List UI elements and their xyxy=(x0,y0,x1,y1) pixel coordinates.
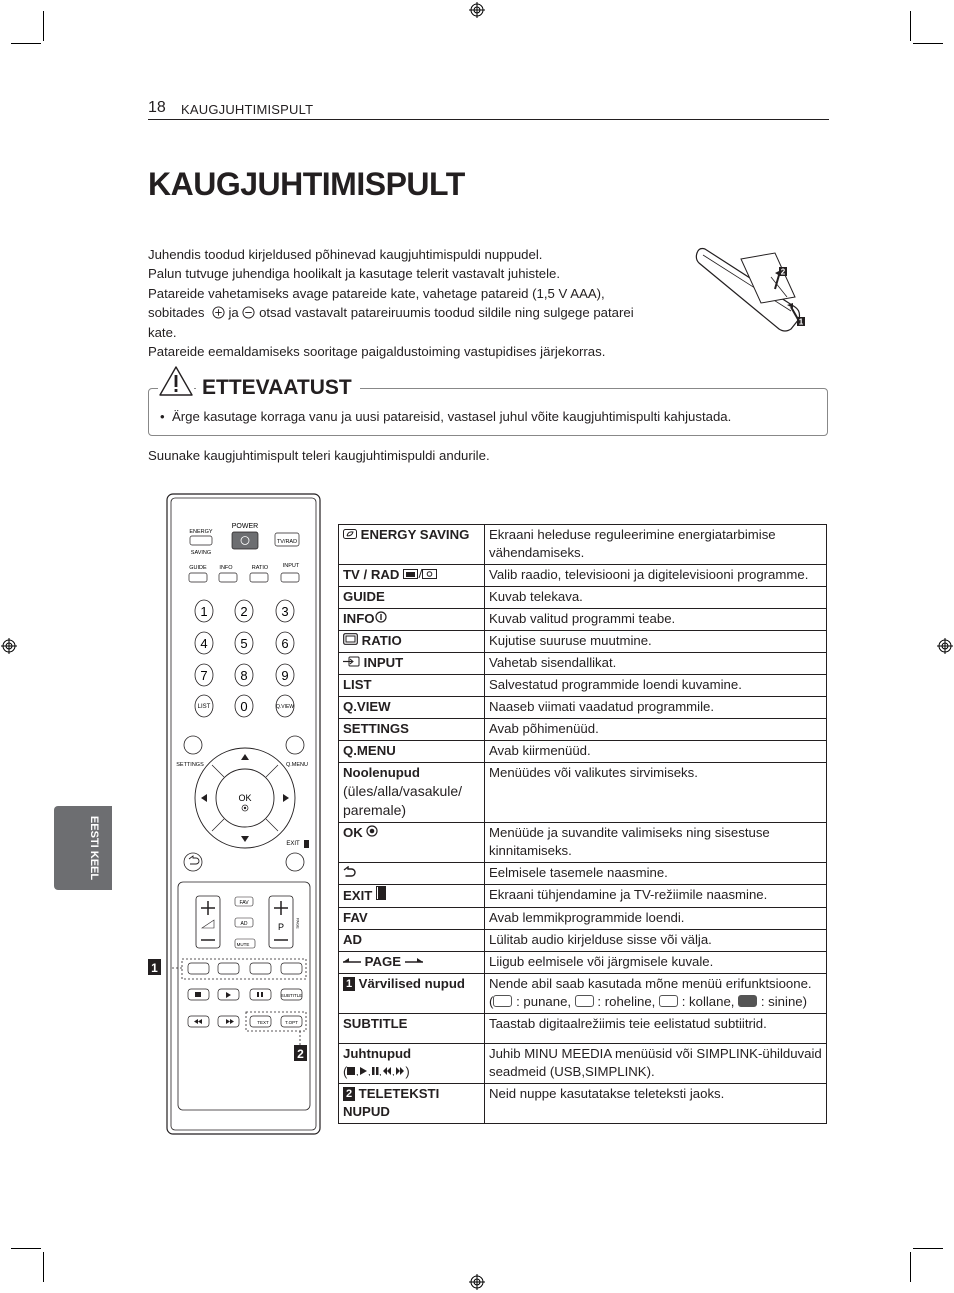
table-key-cell xyxy=(339,763,485,823)
table-key-cell xyxy=(339,565,485,587)
table-row xyxy=(339,885,827,908)
table-row xyxy=(339,587,827,609)
table-value: Avab kiirmenüüd. xyxy=(485,741,827,763)
energy-saving-key xyxy=(190,536,212,545)
callout-badge: 1 xyxy=(343,977,355,991)
table-row xyxy=(339,697,827,719)
page-down-icon xyxy=(405,958,423,966)
remote-label-tvrad: TV/RAD xyxy=(276,539,298,545)
table-value: Kujutise suuruse muutmine. xyxy=(485,631,827,653)
table-key: TV / RAD xyxy=(343,567,400,582)
table-row xyxy=(339,525,827,565)
table-key: ENERGY SAVING xyxy=(360,527,470,542)
tv-radio-icon xyxy=(403,568,437,579)
callout-badge: 2 xyxy=(343,1087,355,1101)
table-value: Ekraani heleduse reguleerimine energiatarbimise vähendamiseks. xyxy=(485,525,827,565)
table-row xyxy=(339,631,827,653)
crop-mark xyxy=(11,1248,41,1249)
table-value: Nende abil saab kasutada mõne menüü erifunktsioone. xyxy=(489,976,812,991)
table-row xyxy=(339,565,827,587)
table-key: INFO xyxy=(343,611,375,626)
table-value: Juhib MINU MEEDIA menüüsid või SIMPLINK-ühilduvaid seadmeid (USB,SIMPLINK). xyxy=(485,1044,827,1084)
table-value: Ekraani tühjendamine ja TV-režiimile naasmine. xyxy=(485,885,827,908)
ratio-key xyxy=(250,573,268,582)
qview-key-label: Q.VIEW xyxy=(275,704,295,710)
remote-label-subtitle: SUBTITLE xyxy=(280,993,303,998)
remote-label-qmenu: Q.MENU xyxy=(286,762,308,768)
ok-icon xyxy=(366,825,378,837)
table-key: OK xyxy=(343,825,363,840)
yellow-key xyxy=(250,963,271,974)
table-row xyxy=(339,908,827,930)
table-key: SETTINGS xyxy=(339,719,485,741)
intro-fragment: otsad vastavalt patareiruumis toodud sildile ning sulgege patarei xyxy=(259,305,634,321)
red-key xyxy=(188,963,209,974)
remote-label-guide: GUIDE xyxy=(189,565,207,571)
digit-key-label: 0 xyxy=(240,699,248,714)
table-key: Q.MENU xyxy=(339,741,485,763)
table-row xyxy=(339,1084,827,1124)
digit-key-label: 1 xyxy=(200,604,208,619)
language-tab-label: EESTI KEEL xyxy=(88,815,100,881)
table-key: Juhtnupud xyxy=(343,1046,412,1061)
exit-key xyxy=(286,853,304,871)
callout-number: 1 xyxy=(151,961,158,975)
table-key: FAV xyxy=(339,908,485,930)
yellow-key-icon xyxy=(659,995,678,1007)
table-value: Neid nuppe kasutatakse teleteksti jaoks. xyxy=(485,1084,827,1124)
plus-terminal-icon xyxy=(212,306,225,319)
remote-label-topt: T.OPT xyxy=(285,1020,298,1025)
guide-key xyxy=(189,573,207,582)
table-key-cell xyxy=(339,952,485,974)
intro-text xyxy=(148,245,688,361)
crop-mark xyxy=(910,1252,911,1282)
direction-text: Suunake kaugjuhtimispult teleri kaugjuhtimispuldi andurile. xyxy=(148,448,490,463)
remote-label-exit: EXIT xyxy=(286,841,300,847)
input-icon xyxy=(343,656,360,667)
caution-text: • Ärge kasutage korraga vanu ja uusi patareisid, vastasel juhul võite kaugjuhtimispulti kahjustada. xyxy=(160,409,732,424)
minus-terminal-icon xyxy=(242,306,255,319)
table-value: Lülitab audio kirjelduse sisse või välja. xyxy=(485,930,827,952)
remote-function-table xyxy=(338,524,827,1124)
registration-mark-icon xyxy=(469,1274,485,1290)
caution-bullet: Ärge kasutage korraga vanu ja uusi patareisid, vastasel juhul võite kaugjuhtimispulti kahjustada. xyxy=(171,409,732,424)
table-row xyxy=(339,863,827,885)
ratio-icon xyxy=(343,633,358,645)
intro-line: Juhendis toodud kirjeldused põhinevad kaugjuhtimispuldi nuppudel. xyxy=(148,247,543,262)
settings-key xyxy=(184,736,202,754)
remote-label-ratio: RATIO xyxy=(251,565,269,571)
battery-cover-illustration xyxy=(695,245,813,335)
table-row xyxy=(339,609,827,631)
remote-label-fav: FAV xyxy=(239,900,249,906)
crop-mark xyxy=(43,1252,44,1282)
table-key: AD xyxy=(339,930,485,952)
table-key: TELETEKSTI NUPUD xyxy=(343,1086,440,1119)
table-value-fragment: : kollane, xyxy=(681,994,735,1009)
table-value: Liigub eelmisele või järgmisele kuvale. xyxy=(485,952,827,974)
digit-key-label: 9 xyxy=(281,668,289,683)
table-value: Kuvab telekava. xyxy=(485,587,827,609)
table-key-detail: (üles/alla/vasakule/ paremale) xyxy=(343,783,463,818)
playback-keys-icon xyxy=(347,1066,405,1076)
table-key-cell xyxy=(339,885,485,908)
intro-line: Palun tutvuge juhendiga hoolikalt ja kasutage telerit vastavalt juhistele. xyxy=(148,266,561,282)
table-row xyxy=(339,1014,827,1044)
digit-key-label: 2 xyxy=(240,604,248,619)
table-row xyxy=(339,974,827,1014)
page-number: 18 xyxy=(148,99,166,116)
table-value: Avab põhimenüüd. xyxy=(485,719,827,741)
caution-heading: ETTEVAATUST xyxy=(196,376,360,400)
intro-fragment: sobitades xyxy=(148,305,205,321)
remote-label-input: INPUT xyxy=(282,563,300,569)
table-value: Salvestatud programmide loendi kuvamine. xyxy=(485,675,827,697)
blue-key-icon xyxy=(738,995,757,1007)
digit-key-label: 4 xyxy=(200,636,208,651)
table-key: LIST xyxy=(339,675,485,697)
energy-saving-icon xyxy=(343,529,357,539)
table-value-fragment: ( xyxy=(489,994,494,1009)
intro-line: Patareide eemaldamiseks sooritage paigaldustoiming vastupidises järjekorras. xyxy=(148,344,606,360)
table-key: RATIO xyxy=(361,633,402,648)
svg-text:,: , xyxy=(356,1067,359,1076)
table-row xyxy=(339,741,827,763)
page-up-icon xyxy=(343,958,361,966)
table-value-fragment: : roheline, xyxy=(597,994,656,1009)
callout-number: 2 xyxy=(780,267,786,277)
svg-text:,: , xyxy=(392,1067,395,1076)
table-key: Noolenupud xyxy=(343,765,420,780)
table-row xyxy=(339,823,827,863)
table-row xyxy=(339,1044,827,1084)
crop-mark xyxy=(11,43,41,44)
remote-label-info: INFO xyxy=(219,565,233,571)
qmenu-key xyxy=(286,736,304,754)
table-key: GUIDE xyxy=(339,587,485,609)
digit-key-label: 3 xyxy=(281,604,289,619)
table-key-cell xyxy=(339,1044,485,1084)
table-value: Menüüdes või valikutes sirvimiseks. xyxy=(485,763,827,823)
blue-key xyxy=(281,963,302,974)
intro-line: kate. xyxy=(148,324,177,340)
table-key-cell xyxy=(339,631,485,653)
exit-icon xyxy=(376,886,386,900)
table-row xyxy=(339,763,827,823)
remote-label-page: PAGE xyxy=(295,918,301,929)
power-key xyxy=(232,532,258,549)
green-key xyxy=(218,963,239,974)
table-key-cell xyxy=(339,863,485,885)
table-row xyxy=(339,952,827,974)
table-row xyxy=(339,930,827,952)
remote-label-power: POWER xyxy=(231,523,259,530)
info-icon xyxy=(375,611,387,623)
table-key: EXIT xyxy=(343,888,373,903)
remote-label-ok: OK xyxy=(238,793,252,803)
table-value: Naaseb viimati vaadatud programmile. xyxy=(485,697,827,719)
info-key xyxy=(219,573,237,582)
table-value-cell xyxy=(485,974,827,1014)
remote-label-energy: ENERGY xyxy=(189,529,213,535)
table-key-cell xyxy=(339,653,485,675)
table-value: Avab lemmikprogrammide loendi. xyxy=(485,908,827,930)
digit-key-label: 6 xyxy=(281,636,289,651)
remote-label-p: P xyxy=(277,922,285,932)
table-key-fragment: ) xyxy=(405,1064,410,1079)
table-value: Vahetab sisendallikat. xyxy=(485,653,827,675)
intro-fragment: ja xyxy=(228,305,239,321)
table-key: PAGE xyxy=(364,954,402,969)
remote-label-ad: AD xyxy=(240,921,248,927)
callout-number: 1 xyxy=(798,317,804,327)
table-row xyxy=(339,653,827,675)
table-key: Q.VIEW xyxy=(339,697,485,719)
digit-key-label: 5 xyxy=(240,636,248,651)
table-value-fragment: : sinine) xyxy=(760,994,808,1009)
back-icon xyxy=(343,866,356,877)
section-header: KAUGJUHTIMISPULT xyxy=(181,102,314,117)
crop-mark xyxy=(913,1248,943,1249)
table-row xyxy=(339,719,827,741)
svg-text:,: , xyxy=(368,1067,371,1076)
table-value: Eelmisele tasemele naasmine. xyxy=(485,863,827,885)
table-key-cell xyxy=(339,525,485,565)
table-key-cell xyxy=(339,974,485,1014)
warning-triangle-icon xyxy=(158,365,194,397)
digit-key-label: 8 xyxy=(240,668,248,683)
table-key-cell xyxy=(339,609,485,631)
table-value-fragment: : punane, xyxy=(516,994,572,1009)
crop-mark xyxy=(913,43,943,44)
remote-label-mute: MUTE xyxy=(236,942,250,947)
table-key: Värvilised nupud xyxy=(358,976,465,991)
list-key-label: LIST xyxy=(197,704,211,710)
table-key-cell xyxy=(339,823,485,863)
table-key: SUBTITLE xyxy=(339,1014,485,1044)
registration-mark-icon xyxy=(469,2,485,18)
digit-key-label: 7 xyxy=(200,668,208,683)
callout-number: 2 xyxy=(297,1047,304,1061)
language-tab xyxy=(54,806,112,890)
crop-mark xyxy=(910,11,911,41)
remote-label-saving: SAVING xyxy=(190,550,212,556)
table-value: Menüüde ja suvandite valimiseks ning sisestuse kinnitamiseks. xyxy=(485,823,827,863)
header-rule xyxy=(148,119,829,120)
svg-text:,: , xyxy=(379,1067,382,1076)
table-value: Kuvab valitud programmi teabe. xyxy=(485,609,827,631)
table-value: Valib raadio, televisiooni ja digitelevisiooni programme. xyxy=(485,565,827,587)
table-value: Taastab digitaalrežiimis teie eelistatud subtiitrid. xyxy=(485,1014,827,1044)
table-key-fragment: ( xyxy=(343,1064,348,1079)
green-key-icon xyxy=(575,995,594,1007)
registration-mark-icon xyxy=(1,638,17,654)
remote-control-illustration xyxy=(142,490,324,1138)
remote-label-text: TEXT xyxy=(257,1020,269,1025)
crop-mark xyxy=(43,11,44,41)
intro-line xyxy=(148,303,688,322)
registration-mark-icon xyxy=(937,638,953,654)
input-key xyxy=(281,573,299,582)
red-key-icon xyxy=(493,995,512,1007)
remote-label-settings: SETTINGS xyxy=(176,762,204,768)
intro-line: Patareide vahetamiseks avage patareide kate, vahetage patareid (1,5 V AAA), xyxy=(148,285,605,301)
table-row xyxy=(339,675,827,697)
table-key-cell xyxy=(339,1084,485,1124)
table-key: INPUT xyxy=(363,655,404,670)
page-title: KAUGJUHTIMISPULT xyxy=(148,166,465,202)
